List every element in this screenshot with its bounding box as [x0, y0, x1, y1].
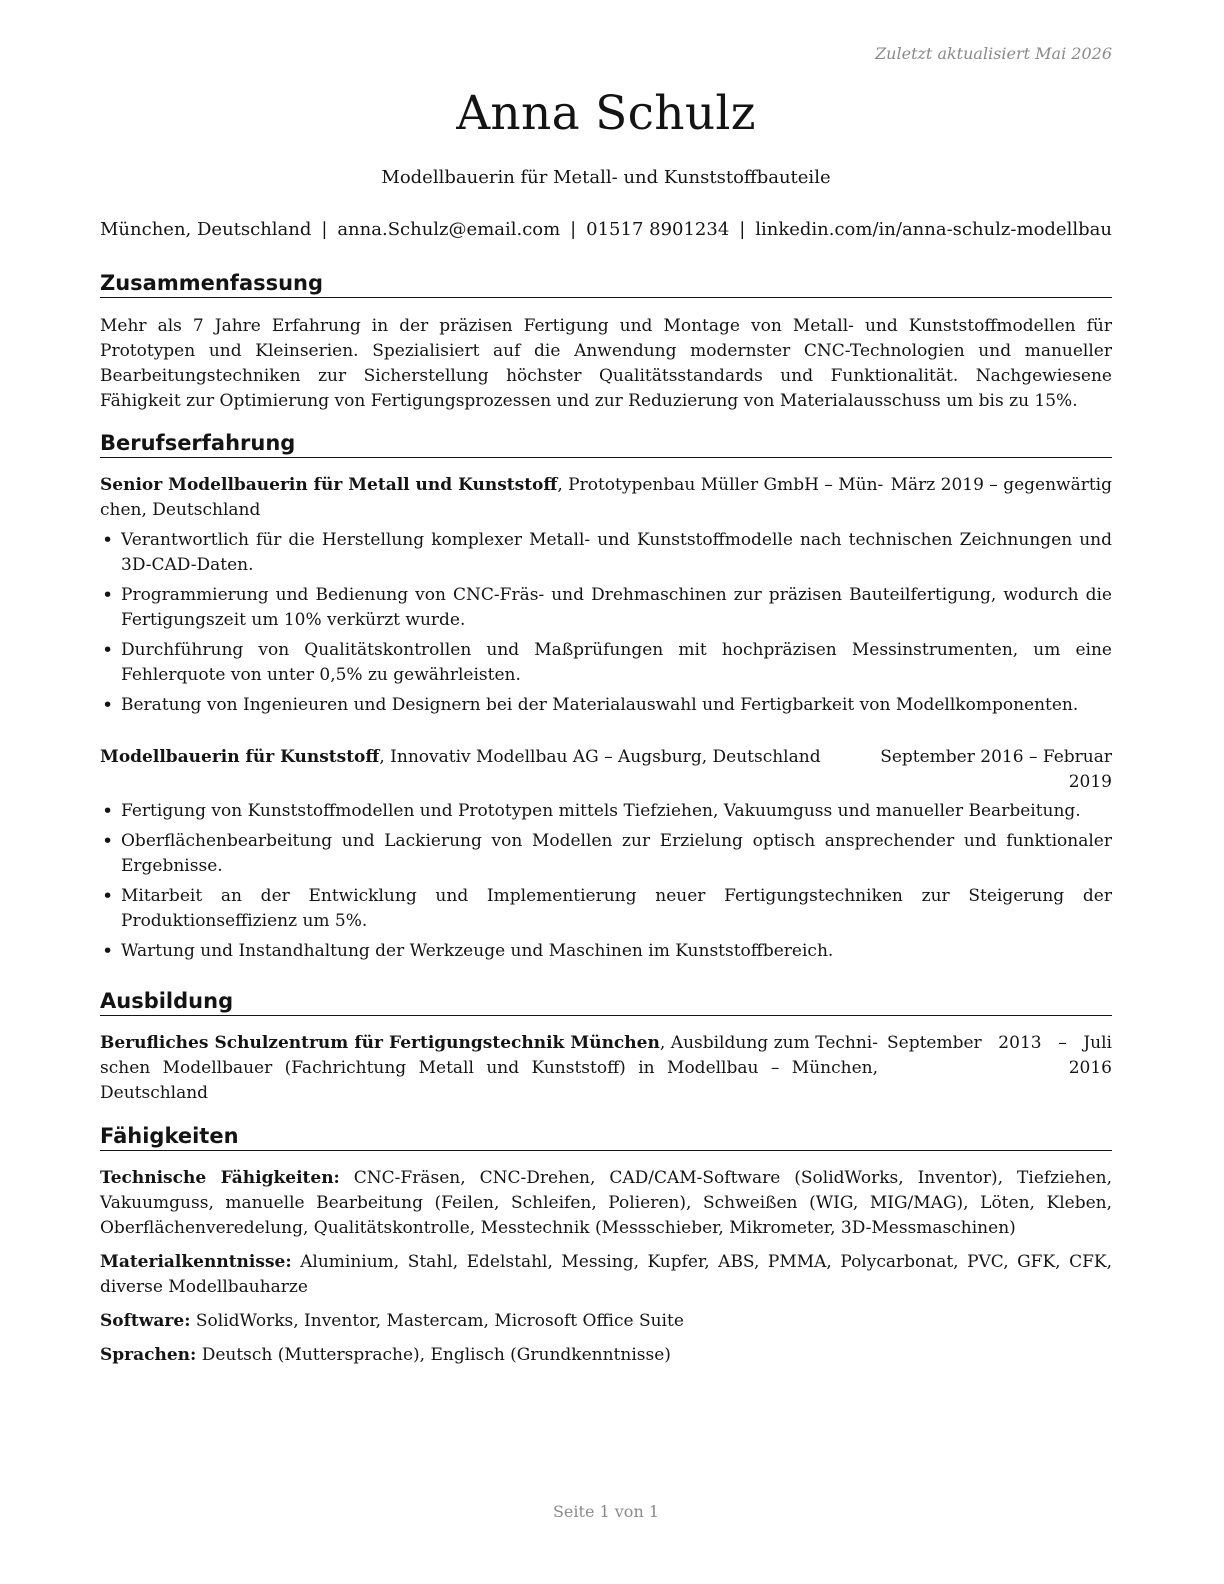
list-item: • Beratung von Ingenieuren und Designern bei der Materialauswahl und Fertigbarkeit von Modellkomponenten.	[100, 693, 1112, 718]
skill-value: Aluminium, Stahl, Edelstahl, Messing, Kupfer, ABS, PMMA, Polycarbonat, PVC, GFK, CFK, diverse Modellbauharze	[100, 1252, 1112, 1297]
page-number: Seite 1 von 1	[552, 1502, 660, 1521]
skill-row	[100, 1250, 1112, 1300]
contact-separator: |	[570, 219, 577, 240]
education-dates-line: September 2013 – Juli	[887, 1033, 1112, 1053]
job-dates-line: September 2016 – Februar	[880, 747, 1112, 767]
job-bullets	[100, 799, 1112, 969]
contact-email[interactable]: anna.Schulz@email.com	[337, 219, 561, 240]
list-item: • Verantwortlich für die Herstellung komplexer Metall- und Kunststoffmodelle nach technischen Zeichnungen und 3D-CAD-Daten.	[100, 528, 1112, 578]
job-header	[100, 473, 1112, 523]
skill-label: Sprachen:	[100, 1345, 197, 1365]
skill-row	[100, 1166, 1112, 1241]
education-entry	[100, 1031, 1112, 1106]
contact-linkedin[interactable]: linkedin.com/in/anna-schulz-modellbau	[755, 219, 1112, 240]
contact-line	[100, 219, 1112, 240]
candidate-name: Anna Schulz	[456, 86, 756, 141]
education-degree-cont: schen Modellbauer (Fachrichtung Metall und Kunststoff) in Modellbau – München,	[100, 1058, 878, 1078]
contact-separator: |	[739, 219, 746, 240]
contact-separator: |	[321, 219, 328, 240]
last-updated: Zuletzt aktualisiert Mai 2026	[875, 44, 1112, 63]
list-item: • Mitarbeit an der Entwicklung und Implementierung neuer Fertigungstechniken zur Steigerung der Produktionseffizienz um 5%.	[100, 884, 1112, 934]
education-dates-line: 2016	[1068, 1058, 1112, 1078]
job-company-cont: chen, Deutschland	[100, 500, 261, 520]
skill-label: Materialkenntnisse:	[100, 1252, 292, 1272]
job-title: Modellbauerin für Kunststoff	[100, 747, 380, 767]
contact-phone: 01517 8901234	[586, 219, 730, 240]
job-company: , Prototypenbau Müller GmbH – Mün-	[557, 475, 884, 495]
section-heading-experience: Berufserfahrung	[100, 430, 1112, 458]
education-location: Deutschland	[100, 1083, 209, 1103]
contact-location: München, Deutschland	[100, 219, 312, 240]
section-heading-summary: Zusammenfassung	[100, 270, 1112, 298]
skill-label: Software:	[100, 1311, 191, 1331]
list-item: • Wartung und Instandhaltung der Werkzeuge und Maschinen im Kunststoffbereich.	[100, 939, 1112, 964]
skill-value: CNC-Fräsen, CNC-Drehen, CAD/CAM-Software (SolidWorks, Inventor), Tiefziehen, Vakuumguss, manuelle Bearbeitung (Feilen, Schleifen, Polieren), Schweißen (WIG, MIG/MAG), Löten, Kleben, Oberflächenveredelung, Qualitätskontrolle, Messtechnik (Messschieber, Mikrometer, 3D-Messmaschinen)	[100, 1168, 1112, 1238]
list-item: • Oberflächenbearbeitung und Lackierung von Modellen zur Erzielung optisch ansprechender und funktionaler Ergebnisse.	[100, 829, 1112, 879]
skill-row	[100, 1343, 1112, 1368]
education-school: Berufliches Schulzentrum für Fertigungstechnik München	[100, 1033, 660, 1053]
section-heading-skills: Fähigkeiten	[100, 1123, 1112, 1151]
job-title: Senior Modellbauerin für Metall und Kunststoff	[100, 475, 558, 495]
candidate-subtitle: Modellbauerin für Metall- und Kunststoffbauteile	[381, 167, 831, 188]
list-item: • Durchführung von Qualitätskontrollen und Maßprüfungen mit hochpräzisen Messinstrumenten, um eine Fehlerquote von unter 0,5% zu gewährleisten.	[100, 638, 1112, 688]
job-company: , Innovativ Modellbau AG – Augsburg, Deutschland	[379, 747, 821, 767]
list-item: • Fertigung von Kunststoffmodellen und Prototypen mittels Tiefziehen, Vakuumguss und manueller Bearbeitung.	[100, 799, 1112, 824]
skill-value: Deutsch (Muttersprache), Englisch (Grundkenntnisse)	[196, 1345, 671, 1365]
job-header	[100, 745, 1112, 792]
education-dates	[887, 1031, 1112, 1081]
job-dates	[880, 745, 1112, 795]
job-dates-line: 2019	[1068, 772, 1112, 792]
skill-row	[100, 1309, 1112, 1334]
education-degree: , Ausbildung zum Techni-	[659, 1033, 878, 1053]
list-item: • Programmierung und Bedienung von CNC-Fräs- und Drehmaschinen zur präzisen Bauteilfertigung, wodurch die Fertigungszeit um 10% verkürzt wurde.	[100, 583, 1112, 633]
section-heading-education: Ausbildung	[100, 988, 1112, 1016]
skill-label: Technische Fähigkeiten:	[100, 1168, 340, 1188]
job-bullets	[100, 528, 1112, 723]
skill-value: SolidWorks, Inventor, Mastercam, Microsoft Office Suite	[190, 1311, 684, 1331]
summary-text: Mehr als 7 Jahre Erfahrung in der präzisen Fertigung und Montage von Metall- und Kunststoffmodellen für Prototypen und Kleinserien. Spezialisiert auf die Anwendung modernster CNC-Technologien und manueller Bearbeitungstechniken zur Sicherstellung höchster Qualitätsstandards und Funktionalität. Nachgewiesene Fähigkeit zur Optimierung von Fertigungsprozessen und zur Reduzierung von Materialausschuss um bis zu 15%.	[100, 316, 1112, 411]
job-dates: März 2019 – gegenwärtig	[890, 475, 1112, 495]
